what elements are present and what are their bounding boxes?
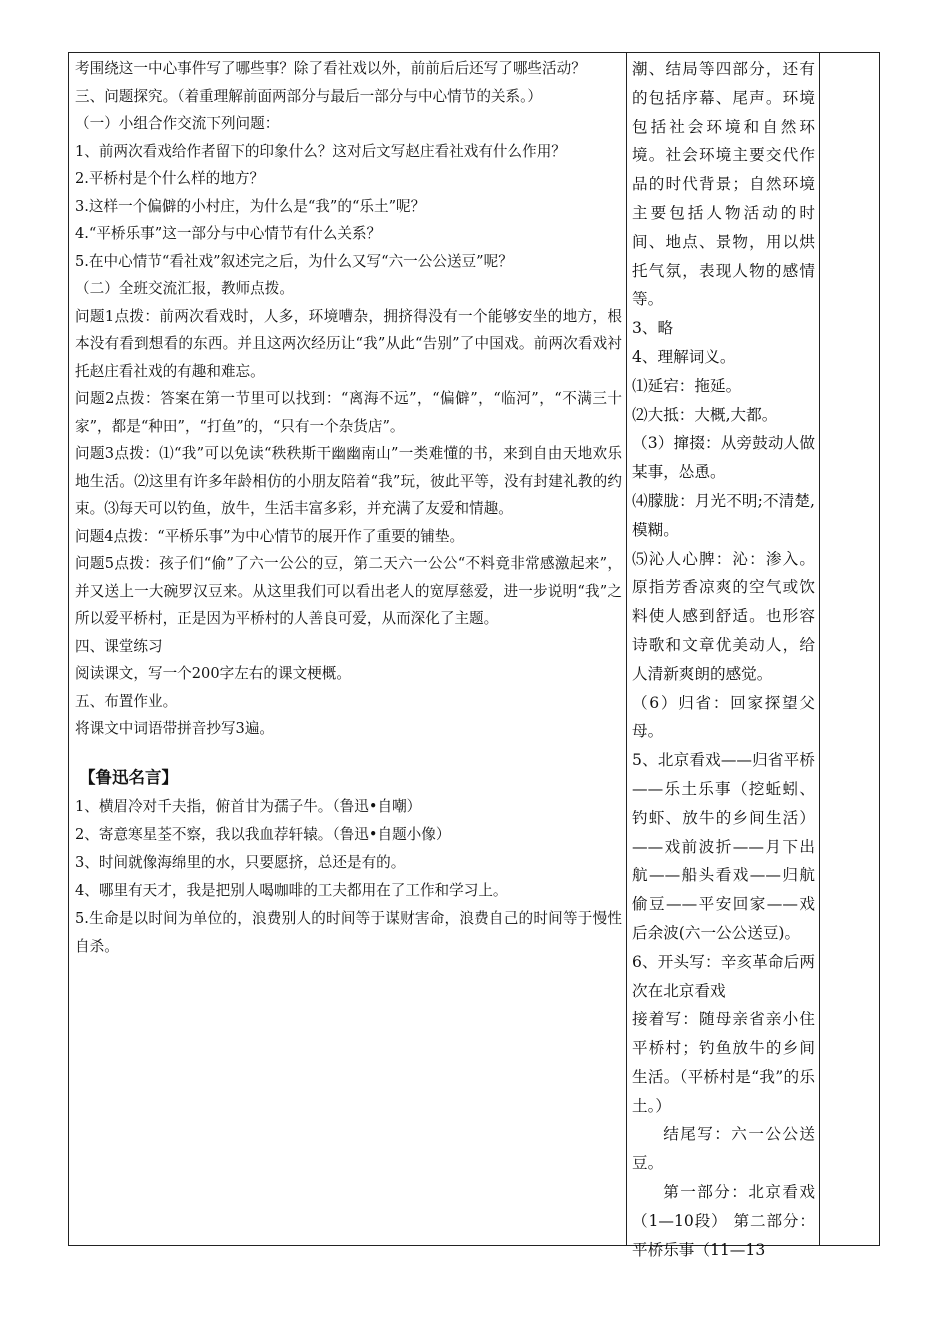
main-line: 3.这样一个偏僻的小村庄，为什么是“我”的“乐土”呢？ (75, 197, 426, 215)
side-line: ⑴延宕：拖延。 (632, 376, 742, 395)
side-line: 结尾写：六一公公送豆。 (632, 1125, 815, 1173)
main-line: 问题4点拨：“平桥乐事”为中心情节的展开作了重要的铺垫。 (75, 527, 465, 545)
main-line: 4.“平桥乐事”这一部分与中心情节有什么关系？ (75, 225, 382, 242)
side-line: （6）归省：回家探望父母。 (632, 693, 815, 741)
quote-item: 5.生命是以时间为单位的，浪费别人的时间等于谋财害命，浪费自己的时间等于慢性自杀。 (75, 909, 622, 955)
side-line: 3、略 (632, 319, 674, 338)
main-line: 将课文中词语带拼音抄写3遍。 (75, 720, 275, 737)
side-line: ⑸沁人心脾：沁：渗入。原指芳香凉爽的空气或饮料使人感到舒适。也形容诗歌和文章优美动人，给人清新爽朗的感觉。 (632, 549, 815, 683)
quotes-title: 【鲁迅名言】 (79, 767, 178, 787)
main-line: 5.在中心情节“看社戏”叙述完之后，为什么又写“六一公公送豆”呢？ (75, 252, 513, 270)
side-line: （3）撺掇：从旁鼓动人做某事，怂恿。 (632, 434, 815, 482)
main-line: （二）全班交流汇报，教师点拨。 (75, 280, 294, 297)
main-line: 阅读课文，写一个200字左右的课文梗概。 (75, 665, 351, 682)
side-line: 潮、结局等四部分，还有的包括序幕、尾声。环境包括社会环境和自然环境。社会环境主要交代作品的时代背景；自然环境主要包括人物活动的时间、地点、景物，用以烘托气氛，表现人物的感情等。 (632, 60, 815, 309)
answer-column (627, 53, 820, 1259)
main-line: 五、布置作业。 (75, 692, 178, 710)
main-line: 三、问题探究。（着重理解前面两部分与最后一部分与中心情节的关系。） (75, 87, 542, 105)
quotes-list (75, 793, 622, 961)
side-line: 5、北京看戏——归省平桥——乐土乐事（挖蚯蚓、钓虾、放牛的乡间生活）——戏前波折——月下出航——船头看戏——归航偷豆——平安回家——戏后余波(六一公公送豆)。 (632, 751, 815, 942)
blank-column (820, 53, 879, 1245)
lesson-table (68, 52, 880, 1259)
main-line: 问题5点拨：孩子们“偷”了六一公公的豆，第二天六一公公“不料竟非常感激起来”，并又送上一大碗罗汉豆来。从这里我们可以看出老人的宽厚慈爱，进一步说明“我”之所以爱平桥村，正是因为平桥村的人善良可爱，从而深化了主题。 (75, 555, 622, 627)
main-line: 四、课堂练习 (75, 637, 163, 655)
side-line: ⑵大抵：大概,大都。 (632, 405, 778, 424)
main-line: 1、前两次看戏给作者留下的印象什么？这对后文写赵庄看社戏有什么作用？ (75, 142, 566, 160)
side-line: 6、开头写：辛亥革命后两次在北京看戏 (632, 952, 815, 1000)
quote-item: 4、哪里有天才，我是把别人喝咖啡的工夫都用在了工作和学习上。 (75, 881, 508, 899)
main-line: （一）小组合作交流下列问题： (75, 115, 280, 132)
main-line: 问题1点拨：前两次看戏时，人多，环境嘈杂，拥挤得没有一个能够安坐的地方，根本没有看到想看的东西。并且这两次经历让“我”从此“告别”了中国戏。前两次看戏衬托赵庄看社戏的有趣和难忘。 (75, 307, 622, 380)
side-line: 接着写：随母亲省亲小住平桥村；钓鱼放牛的乡间生活。（平桥村是“我”的乐土。） (632, 1010, 815, 1115)
quote-item: 2、寄意寒星荃不察，我以我血荐轩辕。（鲁迅•自题小像） (75, 825, 451, 843)
quote-item: 1、横眉冷对千夫指，俯首甘为孺子牛。（鲁迅•自嘲） (75, 797, 422, 815)
main-line: 考围绕这一中心事件写了哪些事？除了看社戏以外，前前后后还写了哪些活动？ (75, 60, 586, 77)
main-column (69, 53, 627, 1245)
side-line: ⑷朦胧：月光不明;不清楚,模糊。 (632, 491, 815, 539)
side-line: 4、理解词义。 (632, 347, 736, 366)
main-line: 2.平桥村是个什么样的地方？ (75, 170, 265, 187)
side-line: 第一部分：北京看戏（1—10段） 第二部分：平桥乐事（11—13 (632, 1183, 815, 1259)
quote-item: 3、时间就像海绵里的水，只要愿挤，总还是有的。 (75, 853, 406, 871)
main-line: 问题3点拨：⑴“我”可以免读“秩秩斯干幽幽南山”一类难懂的书，来到自由天地欢乐地生活。⑵这里有许多年龄相仿的小朋友陪着“我”玩，彼此平等，没有封建礼教的约束。⑶每天可以钓鱼，放牛，生活丰富多彩，并充满了友爱和情趣。 (75, 445, 622, 517)
main-line: 问题2点拨：答案在第一节里可以找到：“离海不远”，“偏僻”，“临河”，“不满三十家”，都是“种田”，“打鱼”的，“只有一个杂货店”。 (75, 390, 622, 435)
